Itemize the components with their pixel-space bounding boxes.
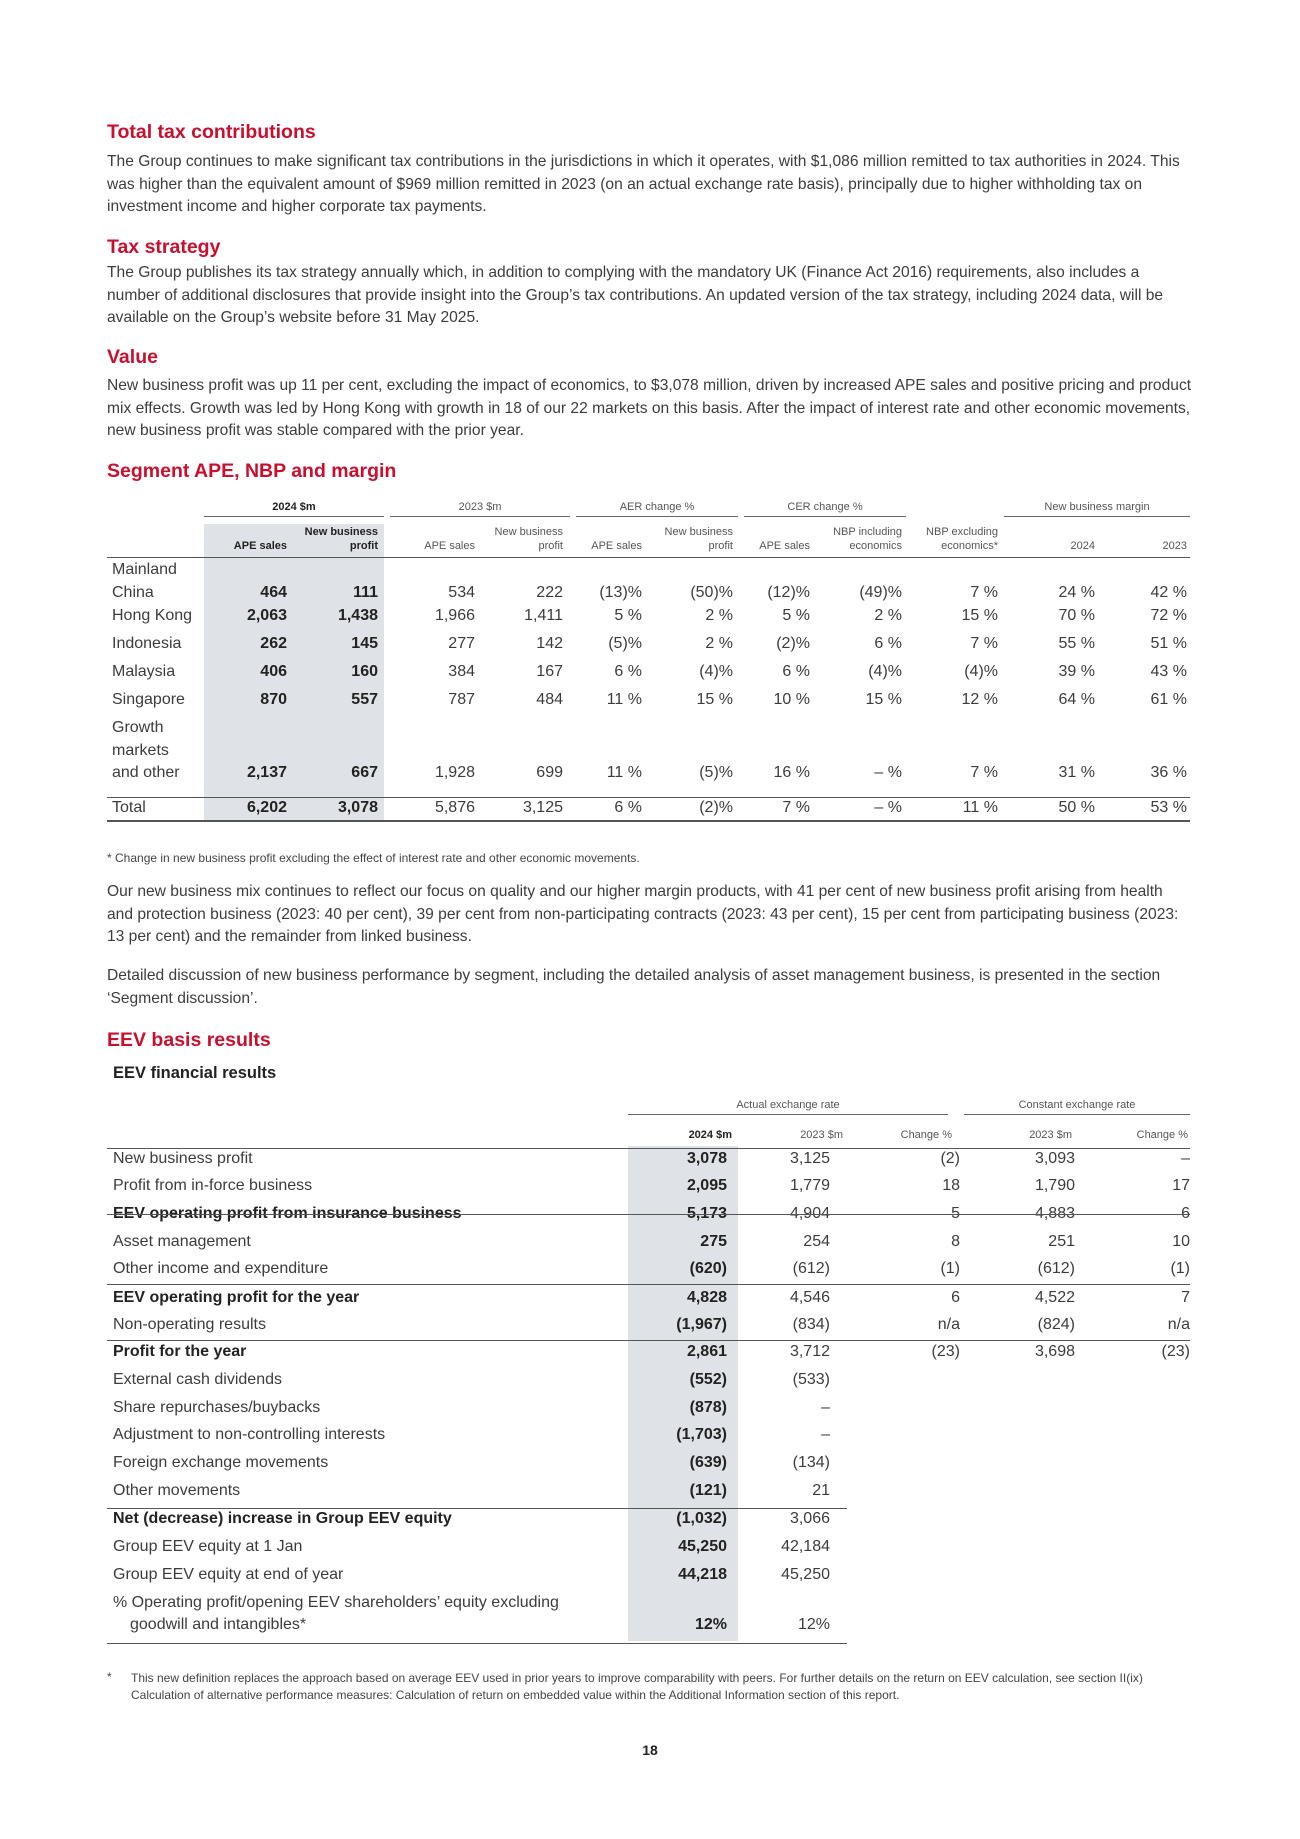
label-line: markets (112, 741, 169, 759)
eev-cell: (533) (792, 1371, 830, 1388)
segment-cell: 53 % (1150, 799, 1187, 816)
eev-col-change: Change % (900, 1129, 952, 1141)
segment-cell: 222 (536, 583, 563, 601)
segment-cell: 484 (536, 691, 563, 708)
eev-cell: 44,218 (678, 1566, 727, 1583)
segment-cell: 11 % (962, 799, 998, 816)
segment-cell: 15 % (865, 691, 902, 708)
segment-cell: 406 (260, 663, 287, 680)
eev-row-label: Other movements (113, 1482, 241, 1499)
eev-rule-net-change (107, 1508, 847, 1509)
eev-cell: 1,790 (1034, 1177, 1075, 1194)
eev-cell: (612) (1037, 1260, 1075, 1277)
segment-cell: (13)% (599, 583, 642, 601)
eev-row-label: Other income and expenditure (113, 1260, 329, 1277)
segment-cell: 7 % (970, 583, 998, 601)
segment-cell: 2 % (874, 607, 902, 624)
eev-cell: 6 (1181, 1205, 1190, 1222)
segment-cell: 55 % (1058, 635, 1095, 652)
eev-cell: 12% (797, 1616, 830, 1633)
eev-cell: 4,828 (686, 1289, 727, 1306)
segment-col-header (197, 539, 287, 553)
segment-cell: 111 (353, 583, 378, 601)
segment-cell: 167 (536, 663, 563, 680)
segment-cell: (5)% (608, 635, 642, 652)
segment-footnote: * Change in new business profit excluding the effect of interest rate and other economic movements. (107, 851, 640, 865)
segment-cell: 7 % (970, 635, 998, 652)
segment-cell: 145 (351, 635, 378, 652)
eev-cell: 2,095 (686, 1177, 727, 1194)
segment-row-label (112, 661, 175, 684)
eev-cell: (1,703) (676, 1426, 727, 1443)
eev-rule-profit-year (107, 1340, 1190, 1341)
eev-cell: 4,522 (1034, 1289, 1075, 1306)
eev-cell: (1) (1170, 1260, 1190, 1277)
segment-cell: 2 % (705, 607, 733, 624)
eev-row-label (113, 1592, 559, 1636)
header-line: NBP excluding (926, 526, 998, 538)
segment-cell: 5 % (614, 607, 642, 624)
eev-cell: 6 (951, 1289, 960, 1306)
eev-rule-op-profit (107, 1284, 1190, 1285)
label-line: Hong Kong (112, 607, 193, 624)
segment-row-label (112, 605, 192, 628)
group-header-margin: New business margin (1004, 500, 1190, 517)
heading-value: Value (107, 346, 158, 368)
eev-cell: (121) (689, 1482, 727, 1499)
eev-col-change-cer: Change % (1136, 1129, 1188, 1141)
eev-cell: (134) (792, 1454, 830, 1471)
segment-cell: (50)% (690, 583, 733, 601)
eev-row-label: Share repurchases/buybacks (113, 1399, 321, 1416)
segment-cell: (2)% (776, 635, 810, 652)
segment-cell: 43 % (1150, 663, 1187, 680)
header-line: New business (304, 526, 378, 538)
segment-cell: 3,125 (522, 799, 563, 816)
segment-row-label (112, 797, 146, 820)
segment-cell: 160 (351, 663, 378, 680)
eev-row-label: Asset management (113, 1233, 251, 1250)
eev-footnote: This new definition replaces the approach based on average EEV used in prior years to improve comparability with peers. For further details on the return on EEV calculation, see section II(ix) Calculation of alternative performance measures: Calculation of return on embedded value within the Additional Information section of this report. (131, 1671, 1143, 1702)
heading-segment: Segment APE, NBP and margin (107, 460, 397, 482)
paragraph-value: New business profit was up 11 per cent, excluding the impact of economics, to $3,078 million, driven by increased APE sales and positive pricing and product mix effects. Growth was led by Hong Kong with growth in 18 of our 22 markets on this basis. After the impact of interest rate and other economic movements, new business profit was stable compared with the prior year. (107, 377, 1192, 439)
eev-cell: (824) (1037, 1316, 1075, 1333)
eev-cell: 18 (942, 1177, 960, 1194)
segment-cell: 15 % (961, 607, 998, 624)
segment-cell: (4)% (868, 663, 902, 680)
eev-cell: 5,173 (686, 1205, 727, 1222)
page-number: 18 (642, 1742, 658, 1758)
segment-col-header (387, 539, 475, 553)
paragraph-total-tax: The Group continues to make significant tax contributions in the jurisdictions in which it operates, with $1,086 million remitted to tax authorities in 2024. This was higher than the equivalent amount of $969 million remitted in 2023 (on an actual exchange rate basis), principally due to higher withholding tax on investment income and higher corporate tax payments. (107, 153, 1180, 215)
segment-cell: 262 (260, 635, 287, 652)
segment-cell: 11 % (606, 691, 642, 708)
total-rule-bottom (107, 820, 1190, 822)
eev-cell: 4,546 (789, 1289, 830, 1306)
label-line: and other (112, 764, 180, 781)
segment-cell: 6,202 (246, 799, 287, 816)
eev-col-2024: 2024 $m (688, 1129, 732, 1141)
segment-cell: 2,063 (246, 607, 287, 624)
paragraph-business-mix: Our new business mix continues to reflect our focus on quality and our higher margin products, with 41 per cent of new business profit arising from health and protection business (2023: 40 per cent), 39 per cent from non-participating contracts (2023: 43 per cent), 15 per cent from participating business (2023: 13 per cent) and the remainder from linked business. (107, 883, 1179, 945)
segment-col-header (817, 525, 902, 553)
header-line: economics (849, 540, 902, 552)
segment-col-header (742, 539, 810, 553)
eev-cell: (834) (792, 1316, 830, 1333)
eev-cell: 3,712 (789, 1343, 830, 1360)
eev-header-rule (107, 1148, 1190, 1149)
eev-cell: (2) (940, 1150, 960, 1167)
segment-cell: 70 % (1058, 607, 1095, 624)
segment-cell: (5)% (699, 764, 733, 781)
eev-cell: (612) (792, 1260, 830, 1277)
label-line: Malaysia (112, 663, 176, 680)
eev-cell: (1,032) (676, 1510, 727, 1527)
eev-cell: 4,904 (789, 1205, 830, 1222)
label-line: China (112, 583, 154, 601)
header-line: profit (538, 540, 563, 552)
segment-cell: 1,411 (524, 607, 563, 624)
eev-cell: (878) (689, 1399, 727, 1416)
label-line: goodwill and intangibles* (130, 1616, 307, 1633)
header-line: New business (664, 526, 733, 538)
segment-cell: 51 % (1150, 635, 1187, 652)
segment-cell: 42 % (1150, 583, 1187, 601)
eev-cell: 251 (1048, 1233, 1075, 1250)
segment-cell: 142 (536, 635, 563, 652)
eev-cell: 45,250 (678, 1538, 727, 1555)
heading-tax-strategy: Tax strategy (107, 236, 221, 258)
segment-cell: 50 % (1058, 799, 1095, 816)
eev-rule-bottom (107, 1643, 847, 1644)
heading-total-tax: Total tax contributions (107, 121, 316, 143)
header-line: 2023 (1162, 540, 1187, 552)
segment-cell: 534 (448, 583, 475, 601)
eev-cell: 3,066 (789, 1510, 830, 1527)
label-line: Mainland (112, 561, 177, 578)
header-line: APE sales (424, 540, 475, 552)
eev-cell: 42,184 (781, 1538, 830, 1555)
segment-cell: 699 (536, 764, 563, 781)
segment-cell: 870 (260, 691, 287, 708)
eev-cell: 275 (700, 1233, 727, 1250)
eev-row-label: Profit for the year (113, 1343, 247, 1360)
eev-cell: 12% (694, 1616, 727, 1633)
segment-col-header (1015, 539, 1095, 553)
segment-cell: 667 (351, 764, 378, 781)
total-rule-top (107, 797, 1190, 798)
segment-cell: 5 % (782, 607, 810, 624)
group-header-2024: 2024 $m (204, 500, 384, 517)
eev-cell: 3,078 (686, 1150, 727, 1167)
segment-cell: 2 % (705, 635, 733, 652)
eev-cell: – (821, 1399, 830, 1416)
segment-cell: 72 % (1150, 607, 1187, 624)
segment-col-header (483, 525, 563, 553)
segment-cell: 12 % (961, 691, 998, 708)
eev-col-2023: 2023 $m (800, 1129, 843, 1141)
eev-row-label: Non-operating results (113, 1316, 266, 1333)
header-line: APE sales (759, 540, 810, 552)
subheading-eev-financial: EEV financial results (113, 1064, 277, 1082)
segment-col-header (582, 539, 642, 553)
segment-cell: (12)% (767, 583, 810, 601)
segment-col-header (913, 525, 998, 553)
eev-row-label: Profit from in-force business (113, 1177, 313, 1194)
eev-cell: 5 (951, 1205, 960, 1222)
segment-cell: 277 (448, 635, 475, 652)
segment-row-label (112, 717, 180, 785)
header-line: 2024 (1070, 540, 1095, 552)
segment-cell: 2,137 (246, 764, 287, 781)
eev-cell: – (821, 1426, 830, 1443)
group-header-aer: AER change % (576, 500, 738, 517)
eev-cell: – (1181, 1150, 1190, 1167)
header-line: NBP including (833, 526, 902, 538)
segment-row-label (112, 633, 181, 656)
label-line: % Operating profit/opening EEV shareholders’ equity excluding (113, 1594, 559, 1611)
eev-cell: n/a (937, 1316, 960, 1333)
header-line: APE sales (591, 540, 642, 552)
eev-row-label: Foreign exchange movements (113, 1454, 329, 1471)
eev-footnote-block (107, 1670, 1192, 1704)
segment-cell: 5,876 (434, 799, 475, 816)
group-header-cer: CER change % (744, 500, 906, 517)
segment-cell: 384 (448, 663, 475, 680)
segment-col-header (298, 525, 378, 553)
eev-cell: (23) (931, 1343, 960, 1360)
eev-cell: (1,967) (676, 1316, 727, 1333)
paragraph-segment-discussion: Detailed discussion of new business performance by segment, including the detailed analysis of asset management business, is presented in the section ‘Segment discussion’. (107, 967, 1161, 1007)
eev-row-label: EEV operating profit from insurance business (113, 1205, 462, 1222)
segment-row-label (112, 689, 185, 712)
eev-cell: 2,861 (686, 1343, 727, 1360)
eev-row-label: New business profit (113, 1150, 253, 1167)
header-line: APE sales (233, 540, 287, 552)
eev-row-label: EEV operating profit for the year (113, 1289, 360, 1306)
segment-cell: 61 % (1150, 691, 1187, 708)
eev-cell: 45,250 (781, 1566, 830, 1583)
label-line: Indonesia (112, 635, 182, 652)
label-line: Growth (112, 719, 164, 736)
paragraph-tax-strategy: The Group publishes its tax strategy annually which, in addition to complying with the mandatory UK (Finance Act 2016) requirements, also includes a number of additional disclosures that provide insight into the Group’s tax contributions. An updated version of the tax strategy, including 2024 data, will be available on the Group’s website before 31 May 2025. (107, 264, 1164, 326)
eev-cell: 3,125 (789, 1150, 830, 1167)
eev-cell: 17 (1172, 1177, 1190, 1194)
eev-rule-op-ins (107, 1214, 1190, 1215)
eev-cell: (23) (1161, 1343, 1190, 1360)
heading-eev: EEV basis results (107, 1029, 271, 1051)
segment-cell: 39 % (1058, 663, 1095, 680)
eev-cell: 8 (951, 1233, 960, 1250)
segment-cell: 1,928 (434, 764, 475, 781)
eev-cell: 10 (1172, 1233, 1190, 1250)
eev-cell: 4,883 (1034, 1205, 1075, 1222)
header-rule (107, 557, 1190, 558)
segment-cell: (2)% (699, 799, 733, 816)
segment-cell: 6 % (614, 663, 642, 680)
eev-cell: n/a (1167, 1316, 1190, 1333)
eev-footnote-marker: * (107, 1670, 112, 1684)
segment-cell: 1,966 (434, 607, 475, 624)
eev-row-label: External cash dividends (113, 1371, 282, 1388)
eev-cell: 7 (1181, 1289, 1190, 1306)
eev-cell: 3,093 (1034, 1150, 1075, 1167)
eev-row-label: Adjustment to non-controlling interests (113, 1426, 386, 1443)
eev-cell: (639) (689, 1454, 727, 1471)
eev-cell: 3,698 (1034, 1343, 1075, 1360)
eev-row-label: Group EEV equity at 1 Jan (113, 1538, 303, 1555)
eev-cell: (552) (689, 1371, 727, 1388)
eev-cell: 21 (812, 1482, 830, 1499)
segment-cell: 6 % (614, 799, 642, 816)
segment-cell: 36 % (1150, 764, 1187, 781)
eev-cell: (620) (689, 1260, 727, 1277)
segment-cell: 6 % (782, 663, 810, 680)
group-header-constant-rate: Constant exchange rate (964, 1098, 1190, 1115)
segment-col-header (1107, 539, 1187, 553)
segment-cell: 64 % (1058, 691, 1095, 708)
segment-cell: 16 % (773, 764, 810, 781)
eev-cell: (1) (940, 1260, 960, 1277)
segment-cell: 24 % (1058, 583, 1095, 601)
label-line: Total (112, 799, 146, 816)
segment-cell: 787 (448, 691, 475, 708)
segment-cell: – % (874, 799, 902, 816)
segment-cell: 6 % (874, 635, 902, 652)
segment-cell: 10 % (773, 691, 810, 708)
segment-cell: 3,078 (337, 799, 378, 816)
segment-col-header (651, 525, 733, 553)
header-line: New business (494, 526, 563, 538)
segment-cell: 1,438 (337, 607, 378, 624)
segment-cell: (4)% (699, 663, 733, 680)
segment-cell: 7 % (782, 799, 810, 816)
segment-row-label (112, 559, 177, 604)
segment-cell: 11 % (606, 764, 642, 781)
header-line: profit (708, 540, 733, 552)
segment-cell: 7 % (970, 764, 998, 781)
segment-cell: – % (874, 764, 902, 781)
segment-cell: 15 % (696, 691, 733, 708)
eev-col-2023-cer: 2023 $m (1029, 1129, 1072, 1141)
group-header-2023: 2023 $m (390, 500, 570, 517)
segment-cell: 464 (260, 583, 287, 601)
header-line: economics* (941, 540, 998, 552)
segment-cell: (4)% (964, 663, 998, 680)
eev-cell: 254 (803, 1233, 830, 1250)
eev-cell: 1,779 (789, 1177, 830, 1194)
group-header-actual-rate: Actual exchange rate (628, 1098, 948, 1115)
segment-cell: 557 (351, 691, 378, 708)
header-line: profit (349, 540, 378, 552)
eev-row-label: Net (decrease) increase in Group EEV equity (113, 1510, 452, 1527)
eev-row-label: Group EEV equity at end of year (113, 1566, 344, 1583)
segment-cell: (49)% (859, 583, 902, 601)
segment-cell: 31 % (1058, 764, 1095, 781)
label-line: Singapore (112, 691, 185, 708)
